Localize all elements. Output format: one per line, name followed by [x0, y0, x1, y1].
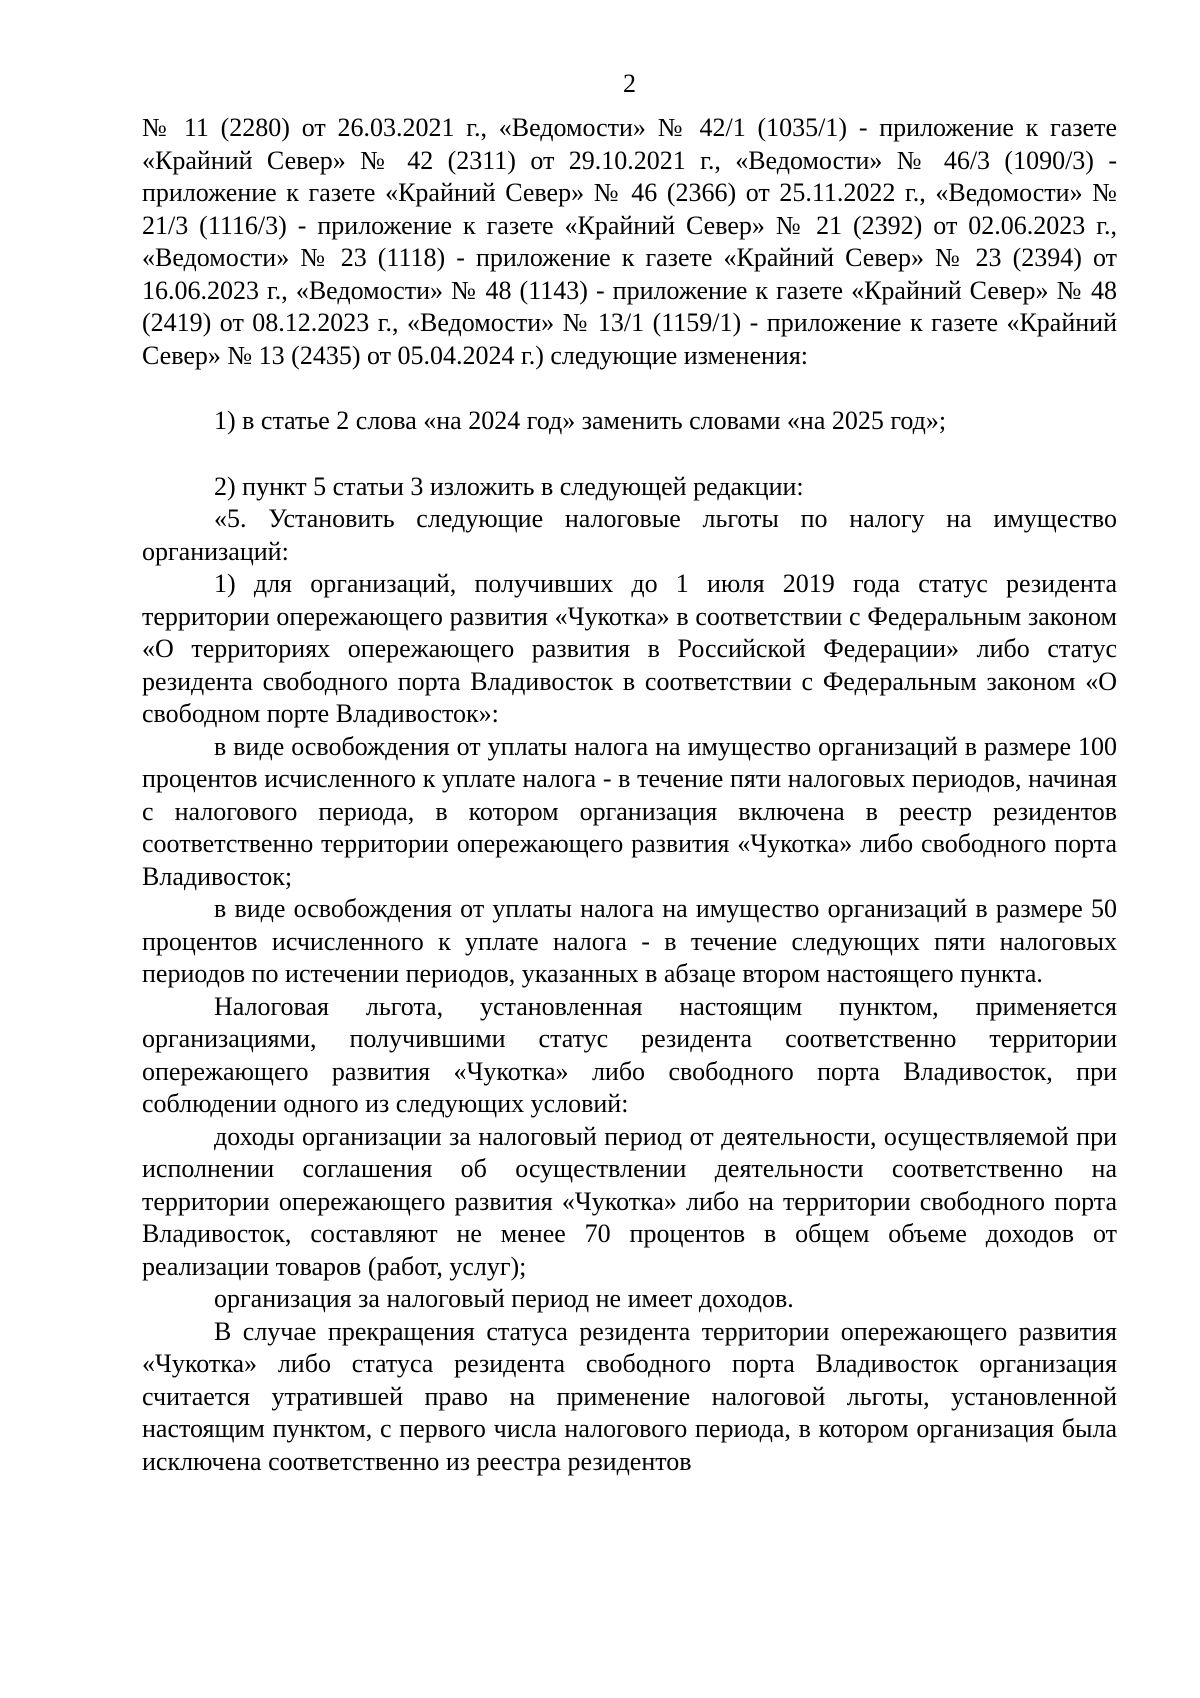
paragraph-item-2: 2) пункт 5 статьи 3 изложить в следующей редакции: [214, 471, 804, 501]
paragraph-item-1: 1) в статье 2 слова «на 2024 год» заменить словами «на 2025 год»; [214, 406, 947, 435]
document-page [142, 68, 1117, 1478]
paragraph-conditions: Налоговая льгота, установленная настоящим пунктом, применяется организациями, получившими статус резидента соответственно территории опережающего развития «Чукотка» либо свободного порта Владивосток, при соблюдении одного из следующих условий: [142, 991, 1117, 1118]
page-number: 2 [623, 69, 636, 98]
paragraph-amendment-sources: № 11 (2280) от 26.03.2021 г., «Ведомости» № 42/1 (1035/1) - приложение к газете «Крайний Север» № 42 (2311) от 29.10.2021 г., «Ведомости» № 46/3 (1090/3) - приложение к газете «Крайний Север» № 46 (2366) от 25.11.2022 г., «Ведомости» № 21/3 (1116/3) - приложение к газете «Крайний Север» № 21 (2392) от 02.06.2023 г., «Ведомости» № 23 (1118) - приложение к газете «Крайний Север» № 23 (2394) от 16.06.2023 г., «Ведомости» № 48 (1143) - приложение к газете «Крайний Север» № 48 (2419) от 08.12.2023 г., «Ведомости» № 13/1 (1159/1) - приложение к газете «Крайний Север» № 13 (2435) от 05.04.2024 г.) следующие изменения: [142, 113, 1117, 370]
paragraph-status-termination: В случае прекращения статуса резидента территории опережающего развития «Чукотка» либо статуса резидента свободного порта Владивосток организация считается утратившей право на применение налоговой льготы, установленной настоящим пунктом, с первого числа налогового периода, в котором организация была исключена соответственно из реестра резидентов [142, 1316, 1117, 1476]
paragraph-condition-income: доходы организации за налоговый период от деятельности, осуществляемой при исполнении соглашения об осуществлении деятельности соответственно на территории опережающего развития «Чукотка» либо на территории свободного порта Владивосток, составляют не менее 70 процентов в общем объеме доходов от реализации товаров (работ, услуг); [142, 1121, 1117, 1281]
paragraph-condition-no-income: организация за налоговый период не имеет доходов. [214, 1284, 794, 1313]
paragraph-exemption-100: в виде освобождения от уплаты налога на имущество организаций в размере 100 процентов исчисленного к уплате налога - в течение пяти налоговых периодов, начиная с налогового периода, в котором организация включена в реестр резидентов соответственно территории опережающего развития «Чукотка» либо свободного порта Владивосток; [142, 731, 1117, 891]
paragraph-subclause-1: 1) для организаций, получивших до 1 июля 2019 года статус резидента территории опережающего развития «Чукотка» в соответствии с Федеральным законом «О территориях опережающего развития в Российской Федерации» либо статус резидента свободного порта Владивосток в соответствии с Федеральным законом «О свободном порте Владивосток»: [142, 569, 1117, 728]
paragraph-exemption-50: в виде освобождения от уплаты налога на имущество организаций в размере 50 процентов исчисленного к уплате налога - в течение следующих пяти налоговых периодов по истечении периодов, указанных в абзаце втором настоящего пункта. [142, 894, 1117, 988]
paragraph-clause-5: «5. Установить следующие налоговые льготы по налогу на имущество организаций: [142, 504, 1117, 566]
